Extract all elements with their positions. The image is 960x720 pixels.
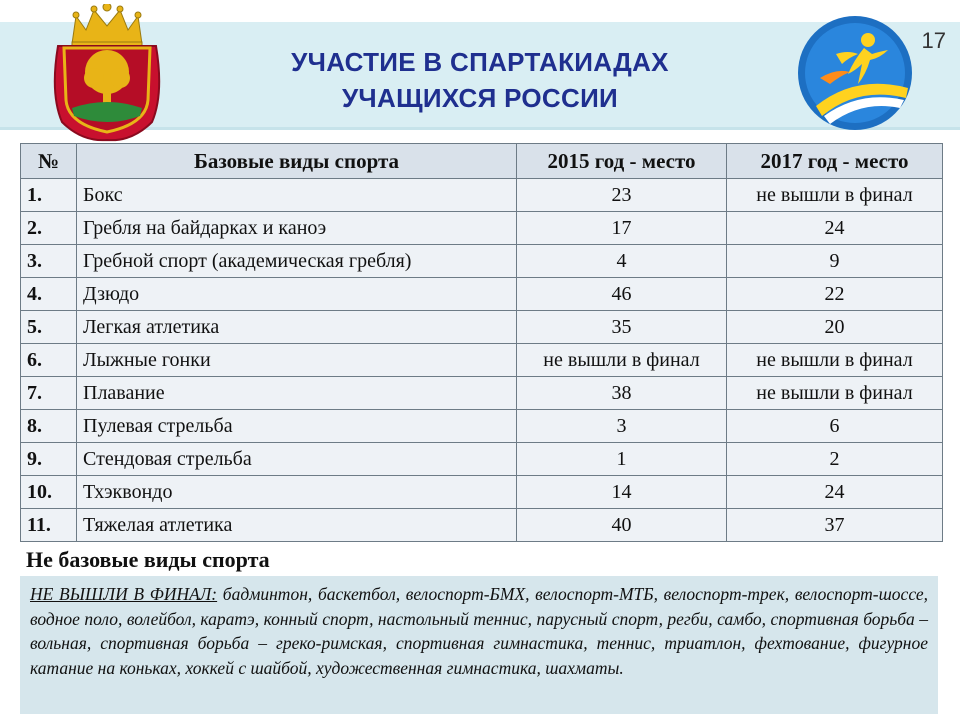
row-number: 3. [21,245,77,278]
table-row [21,278,943,311]
row-2015: 35 [517,311,727,344]
table-row [21,245,943,278]
nonbase-label: НЕ ВЫШЛИ В ФИНАЛ: [30,584,218,604]
row-2017: 20 [727,311,943,344]
row-2015: 14 [517,476,727,509]
row-2015: 40 [517,509,727,542]
table-row [21,410,943,443]
row-number: 4. [21,278,77,311]
row-sport: Гребля на байдарках и каноэ [77,212,517,245]
header-2015: 2015 год - место [517,144,727,179]
nonbase-text-box [20,576,938,714]
row-2017: 9 [727,245,943,278]
row-2015: 3 [517,410,727,443]
row-number: 9. [21,443,77,476]
title-line-1: УЧАСТИЕ В СПАРТАКИАДАХ [291,47,669,77]
row-number: 8. [21,410,77,443]
spartakiad-logo [796,14,914,132]
table-row [21,476,943,509]
row-number: 10. [21,476,77,509]
row-2015: 38 [517,377,727,410]
title-line-2: УЧАЩИХСЯ РОССИИ [341,83,619,113]
row-number: 2. [21,212,77,245]
row-sport: Тяжелая атлетика [77,509,517,542]
row-2017: 37 [727,509,943,542]
row-number: 6. [21,344,77,377]
row-sport: Плавание [77,377,517,410]
row-2017: 24 [727,212,943,245]
row-2015: 23 [517,179,727,212]
row-sport: Лыжные гонки [77,344,517,377]
row-sport: Тхэквондо [77,476,517,509]
row-number: 1. [21,179,77,212]
nonbase-heading: Не базовые виды спорта [26,547,270,572]
row-2015: 17 [517,212,727,245]
page-title [200,44,760,116]
table-row [21,509,943,542]
table-row [21,377,943,410]
row-sport: Пулевая стрельба [77,410,517,443]
row-2017: 2 [727,443,943,476]
row-2017: не вышли в финал [727,344,943,377]
sports-results-table [20,143,943,542]
row-2017: не вышли в финал [727,179,943,212]
row-number: 11. [21,509,77,542]
row-2015: 4 [517,245,727,278]
nonbase-list: бадминтон, баскетбол, велоспорт-БМХ, велоспорт-МТБ, велоспорт-трек, велоспорт-шоссе, водное поло, волейбол, каратэ, конный спорт, настольный теннис, парусный спорт, регби, самбо, спортивная борьба – вольная, спортивная борьба – греко-римская, спортивная гимнастика, теннис, триатлон, фехтование, фигурное катание на коньках, хоккей с шайбой, художественная гимнастика, шахматы. [30,584,928,678]
row-number: 5. [21,311,77,344]
row-2015: 46 [517,278,727,311]
table-row [21,344,943,377]
header-sport: Базовые виды спорта [77,144,517,179]
row-2015: 1 [517,443,727,476]
header-number: № [21,144,77,179]
row-2017: 24 [727,476,943,509]
row-number: 7. [21,377,77,410]
table-row [21,311,943,344]
coat-of-arms-emblem [42,4,172,144]
row-2015: не вышли в финал [517,344,727,377]
table-row [21,443,943,476]
table-header-row [21,144,943,179]
row-2017: 22 [727,278,943,311]
table-row [21,179,943,212]
row-sport: Гребной спорт (академическая гребля) [77,245,517,278]
header-2017: 2017 год - место [727,144,943,179]
row-2017: не вышли в финал [727,377,943,410]
table-row [21,212,943,245]
page-number: 17 [921,28,946,53]
row-2017: 6 [727,410,943,443]
row-sport: Стендовая стрельба [77,443,517,476]
row-sport: Бокс [77,179,517,212]
row-sport: Легкая атлетика [77,311,517,344]
row-sport: Дзюдо [77,278,517,311]
